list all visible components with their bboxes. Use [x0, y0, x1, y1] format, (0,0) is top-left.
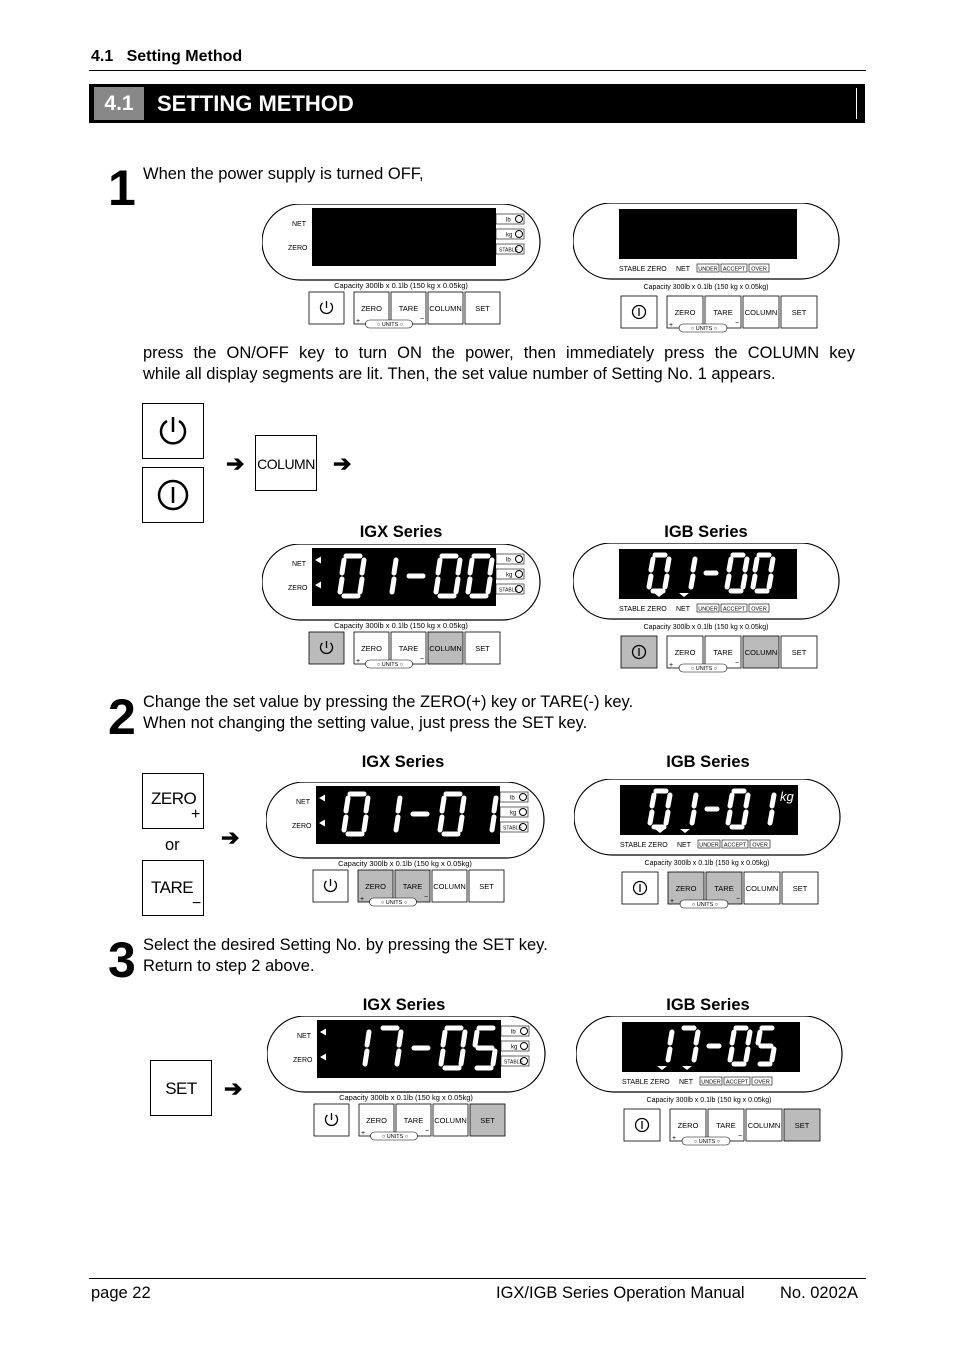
svg-text:ACCEPT: ACCEPT: [722, 606, 746, 613]
svg-text:+: +: [356, 658, 361, 665]
svg-text:ACCEPT: ACCEPT: [722, 266, 746, 273]
svg-text:COLUMN: COLUMN: [433, 882, 466, 891]
svg-text:SET: SET: [791, 308, 807, 317]
svg-text:ZERO: ZERO: [365, 882, 386, 891]
igb-series-label: IGB Series: [664, 523, 748, 541]
svg-text:−: −: [735, 320, 740, 327]
svg-text:+: +: [669, 322, 674, 329]
svg-text:ACCEPT: ACCEPT: [723, 842, 747, 849]
svg-text:STABLE ZERO: STABLE ZERO: [622, 1079, 670, 1086]
igb-panel-drawing: [573, 543, 843, 675]
svg-text:STABLE ZERO: STABLE ZERO: [619, 606, 667, 613]
svg-text:lb: lb: [506, 557, 511, 564]
igx-series-label: IGX Series: [361, 753, 445, 771]
igx-panel-drawing: [262, 204, 544, 332]
igb-panel-drawing: [576, 1016, 846, 1148]
igb-panel-step2: [574, 779, 844, 916]
svg-text:ZERO: ZERO: [366, 1116, 387, 1125]
svg-text:Capacity 300lb x 0.1lb (150 kg: Capacity 300lb x 0.1lb (150 kg x 0.05kg): [339, 1093, 473, 1102]
svg-text:SET: SET: [794, 1121, 810, 1130]
svg-text:ZERO: ZERO: [361, 304, 382, 313]
svg-text:Capacity 300lb x 0.1lb (150 kg: Capacity 300lb x 0.1lb (150 kg x 0.05kg): [334, 621, 468, 630]
svg-text:TARE: TARE: [713, 308, 733, 317]
svg-text:TARE: TARE: [402, 882, 423, 891]
zero-key[interactable]: [142, 773, 204, 829]
set-key-label: SET: [165, 1079, 197, 1098]
svg-text:STABLE: STABLE: [503, 825, 522, 832]
arrow-icon: ➔: [224, 1076, 243, 1101]
minus-sign: −: [192, 895, 202, 912]
igb-panel-step3: [576, 1016, 846, 1153]
svg-text:kg: kg: [511, 1044, 518, 1051]
step-number-1: 1: [108, 160, 136, 216]
power-line-icon: [143, 468, 203, 522]
or-label: or: [165, 836, 180, 854]
svg-text:ZERO: ZERO: [674, 648, 696, 657]
svg-text:UNDER: UNDER: [701, 1079, 721, 1086]
svg-text:STABLE ZERO: STABLE ZERO: [620, 842, 668, 849]
svg-text:kg: kg: [506, 572, 513, 579]
section-number: 4.1: [94, 87, 144, 120]
svg-text:NET: NET: [676, 266, 690, 273]
svg-text:○ UNITS ○: ○ UNITS ○: [691, 902, 719, 908]
column-key-label: COLUMN: [257, 456, 315, 472]
svg-text:STABLE: STABLE: [499, 247, 518, 254]
svg-text:○ UNITS ○: ○ UNITS ○: [690, 666, 718, 672]
svg-text:COLUMN: COLUMN: [434, 1116, 467, 1125]
svg-text:SET: SET: [480, 1116, 495, 1125]
svg-text:○ UNITS ○: ○ UNITS ○: [376, 322, 404, 328]
svg-text:OVER: OVER: [754, 1079, 770, 1086]
svg-text:TARE: TARE: [716, 1121, 736, 1130]
igx-panel-step3: [267, 1016, 549, 1149]
svg-text:Capacity 300lb x 0.1lb (150 kg: Capacity 300lb x 0.1lb (150 kg x 0.05kg): [643, 624, 769, 631]
svg-text:NET: NET: [676, 606, 690, 613]
svg-text:SET: SET: [791, 648, 807, 657]
igb-panel-drawing: [574, 779, 844, 911]
igb-panel-step1: [573, 543, 843, 680]
svg-text:Capacity 300lb x 0.1lb (150 kg: Capacity 300lb x 0.1lb (150 kg x 0.05kg): [646, 1097, 772, 1104]
svg-text:ZERO: ZERO: [288, 585, 308, 592]
svg-text:ZERO: ZERO: [677, 1121, 699, 1130]
igb-panel-drawing: [573, 203, 843, 335]
svg-text:NET: NET: [679, 1079, 693, 1086]
svg-text:COLUMN: COLUMN: [744, 648, 778, 657]
svg-text:○ UNITS ○: ○ UNITS ○: [376, 662, 404, 668]
svg-text:NET: NET: [297, 1033, 311, 1040]
igb-panel-off: [573, 203, 843, 340]
svg-text:STABLE: STABLE: [504, 1059, 523, 1066]
igx-panel-step2: [266, 782, 548, 915]
igx-panel-drawing: [266, 782, 548, 910]
svg-text:−: −: [420, 316, 425, 323]
running-header: 4.1 Setting Method: [91, 48, 243, 65]
step-2-line-1: Change the set value by pressing the ZERO(+) key or TARE(-) key.: [143, 693, 634, 711]
svg-text:COLUMN: COLUMN: [429, 304, 462, 313]
svg-text:kg: kg: [780, 789, 794, 804]
svg-text:○ UNITS ○: ○ UNITS ○: [693, 1139, 721, 1145]
svg-text:ZERO: ZERO: [674, 308, 696, 317]
svg-text:STABLE ZERO: STABLE ZERO: [619, 266, 667, 273]
svg-text:SET: SET: [792, 884, 808, 893]
svg-text:−: −: [735, 660, 740, 667]
set-key[interactable]: [150, 1060, 212, 1116]
svg-text:+: +: [669, 662, 674, 669]
svg-text:lb: lb: [506, 217, 511, 224]
step-number-3: 3: [108, 932, 136, 988]
svg-text:+: +: [672, 1135, 677, 1142]
on-off-key[interactable]: [142, 403, 204, 459]
svg-text:kg: kg: [506, 232, 513, 239]
svg-text:Capacity 300lb x 0.1lb (150 kg: Capacity 300lb x 0.1lb (150 kg x 0.05kg): [643, 284, 769, 291]
step-2-line-2: When not changing the setting value, just press the SET key.: [143, 714, 588, 732]
svg-text:COLUMN: COLUMN: [744, 308, 778, 317]
svg-text:OVER: OVER: [751, 266, 767, 273]
svg-text:ZERO: ZERO: [675, 884, 697, 893]
svg-text:○ UNITS ○: ○ UNITS ○: [381, 1134, 409, 1140]
igx-panel-off: [262, 204, 544, 337]
step-3-line-1: Select the desired Setting No. by pressing the SET key.: [143, 936, 548, 954]
svg-text:ZERO: ZERO: [293, 1057, 313, 1064]
svg-text:−: −: [736, 896, 741, 903]
svg-text:SET: SET: [479, 882, 494, 891]
svg-text:NET: NET: [296, 799, 310, 806]
svg-text:TARE: TARE: [714, 884, 734, 893]
tare-key[interactable]: [142, 860, 204, 916]
power-icon: [143, 404, 203, 458]
svg-text:+: +: [361, 1130, 366, 1137]
svg-text:ZERO: ZERO: [361, 644, 382, 653]
igx-panel-step1: [262, 544, 544, 677]
step-1-text: When the power supply is turned OFF,: [143, 165, 424, 183]
svg-text:+: +: [356, 318, 361, 325]
column-key[interactable]: [255, 435, 317, 491]
svg-text:○ UNITS ○: ○ UNITS ○: [690, 326, 718, 332]
svg-text:TARE: TARE: [398, 304, 419, 313]
arrow-icon: ➔: [226, 451, 245, 476]
step-3-line-2: Return to step 2 above.: [143, 957, 315, 975]
igx-panel-drawing: [262, 544, 544, 672]
svg-text:COLUMN: COLUMN: [747, 1121, 781, 1130]
svg-text:STABLE: STABLE: [499, 587, 518, 594]
svg-text:ZERO: ZERO: [292, 823, 312, 830]
svg-text:SET: SET: [475, 304, 490, 313]
plus-sign: +: [191, 806, 201, 823]
svg-text:UNDER: UNDER: [699, 842, 719, 849]
svg-text:TARE: TARE: [398, 644, 419, 653]
svg-text:+: +: [360, 896, 365, 903]
footer-rule: [89, 1278, 866, 1279]
svg-text:OVER: OVER: [752, 842, 768, 849]
page-number: page 22: [91, 1284, 151, 1302]
igb-series-label: IGB Series: [666, 996, 750, 1014]
svg-text:TARE: TARE: [403, 1116, 424, 1125]
igx-panel-drawing: [267, 1016, 549, 1144]
svg-text:COLUMN: COLUMN: [745, 884, 779, 893]
header-rule: [89, 70, 866, 71]
svg-text:−: −: [738, 1133, 743, 1140]
svg-text:○ UNITS ○: ○ UNITS ○: [380, 900, 408, 906]
svg-text:Capacity 300lb x 0.1lb (150 kg: Capacity 300lb x 0.1lb (150 kg x 0.05kg): [338, 859, 472, 868]
svg-text:lb: lb: [510, 795, 515, 802]
svg-text:lb: lb: [511, 1029, 516, 1036]
svg-text:NET: NET: [677, 842, 691, 849]
section-bar-divider: [856, 88, 857, 119]
svg-text:ZERO: ZERO: [288, 245, 308, 252]
svg-text:−: −: [424, 894, 429, 901]
svg-text:ACCEPT: ACCEPT: [725, 1079, 749, 1086]
svg-text:Capacity 300lb x 0.1lb (150 kg: Capacity 300lb x 0.1lb (150 kg x 0.05kg): [334, 281, 468, 290]
igx-series-label: IGX Series: [362, 996, 446, 1014]
svg-text:kg: kg: [510, 810, 517, 817]
arrow-icon: ➔: [333, 451, 352, 476]
tare-key-label: TARE: [151, 878, 194, 897]
manual-number: No. 0202A: [780, 1284, 858, 1302]
igb-on-off-key[interactable]: [142, 467, 204, 523]
igb-series-label: IGB Series: [666, 753, 750, 771]
svg-text:SET: SET: [475, 644, 490, 653]
manual-title: IGX/IGB Series Operation Manual: [496, 1284, 745, 1302]
para-line-1: press the ON/OFF key to turn ON the power, then immediately press the COLUMN key: [143, 344, 855, 362]
svg-text:Capacity 300lb x 0.1lb (150 kg: Capacity 300lb x 0.1lb (150 kg x 0.05kg): [644, 860, 770, 867]
svg-text:UNDER: UNDER: [698, 266, 718, 273]
para-line-2: while all display segments are lit. Then, the set value number of Setting No. 1 appears.: [143, 365, 776, 383]
svg-text:NET: NET: [292, 561, 306, 568]
svg-text:UNDER: UNDER: [698, 606, 718, 613]
step-number-2: 2: [108, 689, 136, 745]
svg-text:+: +: [670, 898, 675, 905]
svg-text:−: −: [420, 656, 425, 663]
igx-series-label: IGX Series: [359, 523, 443, 541]
svg-text:OVER: OVER: [751, 606, 767, 613]
svg-text:−: −: [425, 1128, 430, 1135]
zero-key-label: ZERO: [151, 789, 197, 808]
arrow-icon: ➔: [221, 825, 240, 850]
svg-text:TARE: TARE: [713, 648, 733, 657]
svg-text:NET: NET: [292, 221, 306, 228]
svg-text:COLUMN: COLUMN: [429, 644, 462, 653]
section-title: SETTING METHOD: [157, 91, 354, 116]
